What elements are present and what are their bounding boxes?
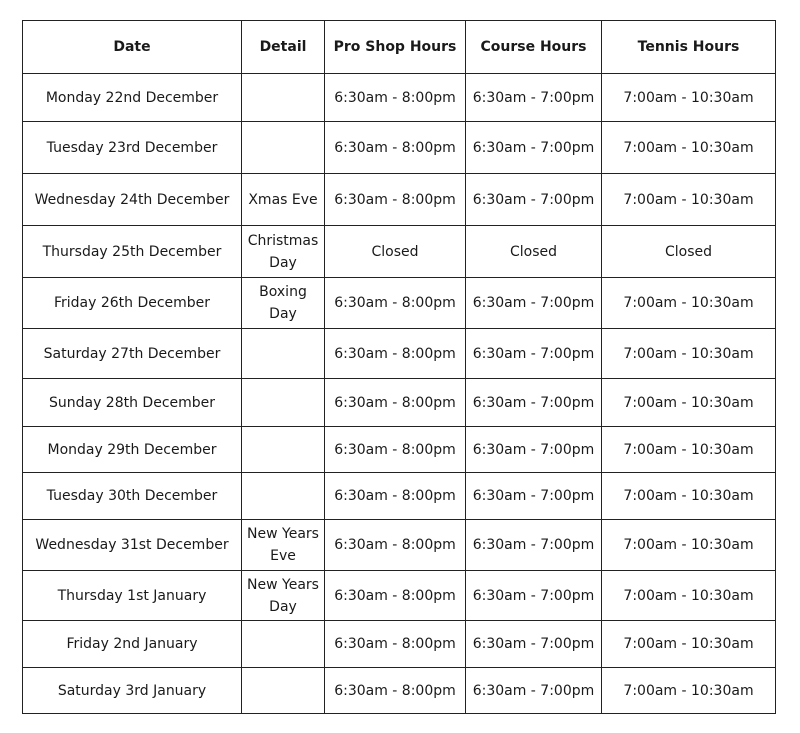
- table-row: [23, 668, 776, 714]
- cell-pro-shop-hours: 6:30am - 8:00pm: [325, 520, 466, 571]
- table-row: [23, 226, 776, 278]
- cell-detail: New Years Day: [242, 571, 325, 621]
- table-row: [23, 379, 776, 427]
- header-date: Date: [23, 21, 242, 74]
- cell-detail: [242, 621, 325, 668]
- header-tennis-hours: Tennis Hours: [602, 21, 776, 74]
- cell-date: Friday 2nd January: [23, 621, 242, 668]
- cell-pro-shop-hours: 6:30am - 8:00pm: [325, 621, 466, 668]
- cell-tennis-hours: Closed: [602, 226, 776, 278]
- cell-pro-shop-hours: 6:30am - 8:00pm: [325, 278, 466, 329]
- cell-date: Wednesday 24th December: [23, 174, 242, 226]
- cell-course-hours: 6:30am - 7:00pm: [466, 621, 602, 668]
- cell-detail: [242, 473, 325, 520]
- header-detail: Detail: [242, 21, 325, 74]
- cell-pro-shop-hours: 6:30am - 8:00pm: [325, 427, 466, 473]
- header-row: [23, 21, 776, 74]
- cell-detail: [242, 668, 325, 714]
- cell-detail: New Years Eve: [242, 520, 325, 571]
- cell-tennis-hours: 7:00am - 10:30am: [602, 621, 776, 668]
- cell-course-hours: 6:30am - 7:00pm: [466, 379, 602, 427]
- holiday-hours-table: [22, 20, 776, 714]
- header-pro-shop-hours: Pro Shop Hours: [325, 21, 466, 74]
- cell-date: Thursday 25th December: [23, 226, 242, 278]
- cell-course-hours: 6:30am - 7:00pm: [466, 520, 602, 571]
- cell-tennis-hours: 7:00am - 10:30am: [602, 278, 776, 329]
- cell-date: Thursday 1st January: [23, 571, 242, 621]
- cell-tennis-hours: 7:00am - 10:30am: [602, 379, 776, 427]
- cell-date: Wednesday 31st December: [23, 520, 242, 571]
- cell-tennis-hours: 7:00am - 10:30am: [602, 74, 776, 122]
- cell-tennis-hours: 7:00am - 10:30am: [602, 668, 776, 714]
- cell-date: Tuesday 23rd December: [23, 122, 242, 174]
- cell-pro-shop-hours: 6:30am - 8:00pm: [325, 379, 466, 427]
- cell-pro-shop-hours: Closed: [325, 226, 466, 278]
- cell-detail: Christmas Day: [242, 226, 325, 278]
- cell-pro-shop-hours: 6:30am - 8:00pm: [325, 668, 466, 714]
- cell-tennis-hours: 7:00am - 10:30am: [602, 122, 776, 174]
- cell-tennis-hours: 7:00am - 10:30am: [602, 520, 776, 571]
- cell-pro-shop-hours: 6:30am - 8:00pm: [325, 571, 466, 621]
- table-body: [23, 74, 776, 714]
- cell-course-hours: 6:30am - 7:00pm: [466, 122, 602, 174]
- cell-tennis-hours: 7:00am - 10:30am: [602, 174, 776, 226]
- cell-course-hours: 6:30am - 7:00pm: [466, 329, 602, 379]
- cell-detail: [242, 74, 325, 122]
- cell-course-hours: 6:30am - 7:00pm: [466, 473, 602, 520]
- cell-detail: Xmas Eve: [242, 174, 325, 226]
- table-row: [23, 621, 776, 668]
- table-row: [23, 174, 776, 226]
- cell-detail: Boxing Day: [242, 278, 325, 329]
- cell-pro-shop-hours: 6:30am - 8:00pm: [325, 122, 466, 174]
- cell-course-hours: 6:30am - 7:00pm: [466, 571, 602, 621]
- cell-course-hours: 6:30am - 7:00pm: [466, 74, 602, 122]
- header-course-hours: Course Hours: [466, 21, 602, 74]
- table-row: [23, 473, 776, 520]
- cell-course-hours: 6:30am - 7:00pm: [466, 278, 602, 329]
- cell-tennis-hours: 7:00am - 10:30am: [602, 571, 776, 621]
- cell-pro-shop-hours: 6:30am - 8:00pm: [325, 174, 466, 226]
- cell-date: Tuesday 30th December: [23, 473, 242, 520]
- cell-pro-shop-hours: 6:30am - 8:00pm: [325, 329, 466, 379]
- cell-date: Monday 29th December: [23, 427, 242, 473]
- cell-detail: [242, 122, 325, 174]
- cell-course-hours: 6:30am - 7:00pm: [466, 427, 602, 473]
- table-row: [23, 122, 776, 174]
- cell-course-hours: 6:30am - 7:00pm: [466, 668, 602, 714]
- cell-date: Saturday 27th December: [23, 329, 242, 379]
- cell-tennis-hours: 7:00am - 10:30am: [602, 473, 776, 520]
- cell-detail: [242, 329, 325, 379]
- cell-date: Friday 26th December: [23, 278, 242, 329]
- cell-pro-shop-hours: 6:30am - 8:00pm: [325, 74, 466, 122]
- cell-date: Sunday 28th December: [23, 379, 242, 427]
- cell-detail: [242, 379, 325, 427]
- table-row: [23, 74, 776, 122]
- cell-date: Monday 22nd December: [23, 74, 242, 122]
- cell-pro-shop-hours: 6:30am - 8:00pm: [325, 473, 466, 520]
- table-row: [23, 520, 776, 571]
- table-row: [23, 571, 776, 621]
- cell-tennis-hours: 7:00am - 10:30am: [602, 427, 776, 473]
- cell-course-hours: 6:30am - 7:00pm: [466, 174, 602, 226]
- table-row: [23, 278, 776, 329]
- cell-tennis-hours: 7:00am - 10:30am: [602, 329, 776, 379]
- cell-date: Saturday 3rd January: [23, 668, 242, 714]
- table-row: [23, 427, 776, 473]
- table-row: [23, 329, 776, 379]
- cell-course-hours: Closed: [466, 226, 602, 278]
- cell-detail: [242, 427, 325, 473]
